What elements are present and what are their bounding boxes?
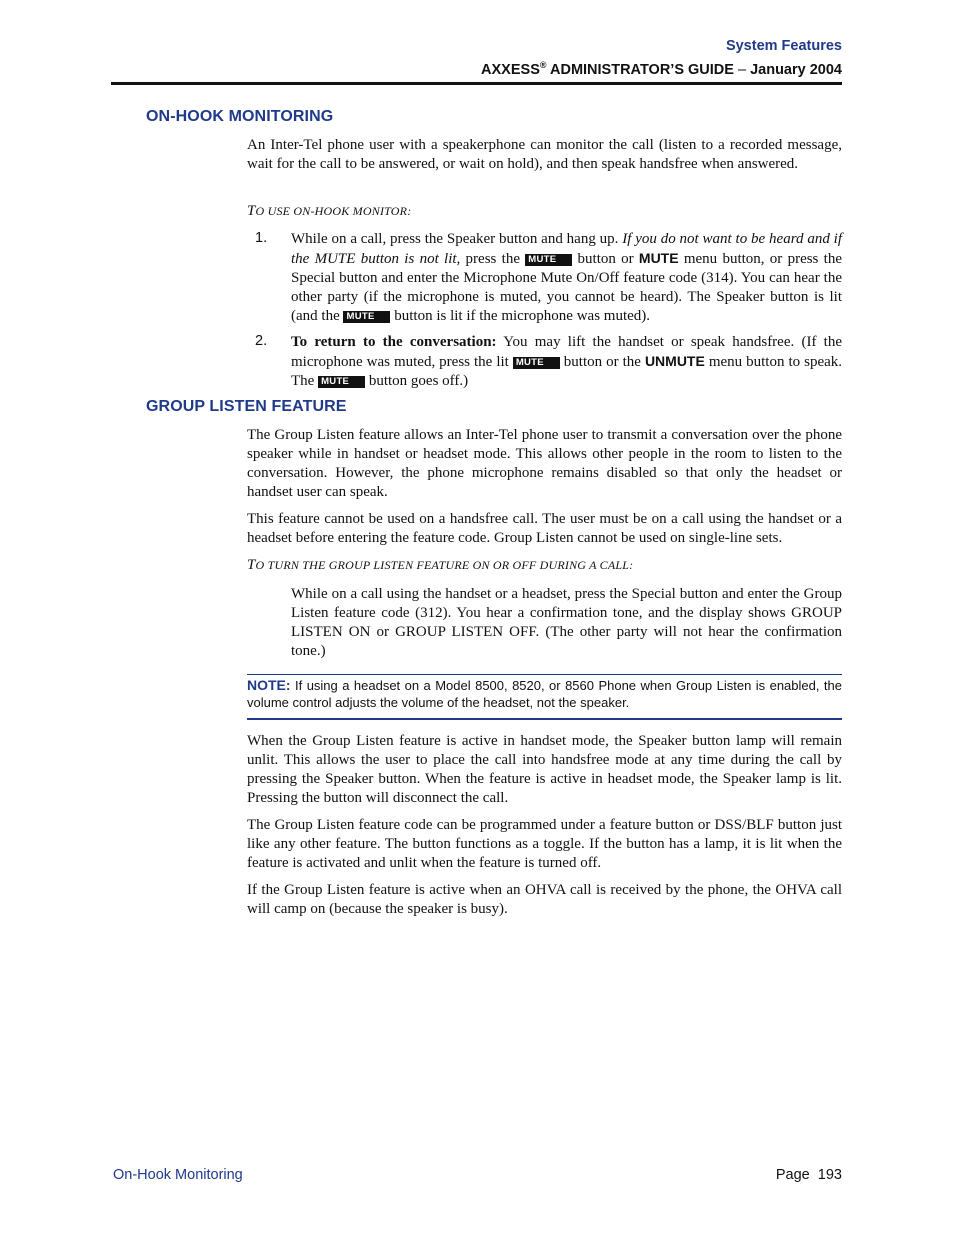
step-number: 2. (255, 333, 268, 349)
guide-dash: – (737, 61, 747, 78)
group-listen-p4: The Group Listen feature code can be programmed under a feature button or DSS/BLF button just like any other feature. The button functions as a toggle. If the button has a lamp, it is lit when the feature is activated and unlit when the feature is turned off. (247, 817, 842, 871)
registered-mark: ® (539, 60, 547, 70)
on-hook-procedure-title: TO USE ON-HOOK MONITOR: (247, 203, 412, 219)
group-listen-p3: When the Group Listen feature is active in handset mode, the Speaker button lamp will remain unlit. This allows the user to place the call into handsfree mode at any time during the call by pressing the Speaker button. When the feature is active in headset mode, the Speaker lamp is lit. Pressing the button will disconnect the call. (247, 733, 842, 806)
footer-section: On-Hook Monitoring (113, 1167, 243, 1183)
note-text: If using a headset on a Model 8500, 8520, or 8560 Phone when Group Listen is enabled, the volume control adjusts the volume of the headset, not the speaker. (247, 678, 842, 710)
group-listen-procedure-title: TO TURN THE GROUP LISTEN FEATURE ON OR OFF DURING A CALL: (247, 557, 634, 573)
step-text: To return to the conversation: You may lift the handset or speak handsfree. (If the microphone was muted, press the lit MUTE button or the UNMUTE menu button to speak. The MUTE button goes off.) (291, 334, 843, 389)
heading-group-listen-feature: GROUP LISTEN FEATURE (146, 398, 347, 415)
unmute-menu-label: UNMUTE (644, 353, 705, 369)
note-label: NOTE: (247, 677, 291, 693)
guide-title: ADMINISTRATOR’S GUIDE (546, 61, 738, 78)
heading-on-hook-monitoring: ON-HOOK MONITORING (146, 108, 334, 125)
step-number: 1. (255, 230, 268, 246)
guide-date: January 2004 (746, 61, 842, 78)
note-bottom-rule (247, 718, 842, 720)
mute-key-icon: MUTE (343, 311, 390, 323)
guide-product: AXXESS (481, 61, 540, 78)
mute-menu-label: MUTE (638, 250, 679, 266)
group-listen-step: While on a call using the handset or a headset, press the Special button and enter the Group Listen feature code (312). You hear a confirmation tone, and the display shows GROUP LISTEN ON or GROUP LISTEN OFF. (The other party will not hear the confirmation tone.) (291, 586, 842, 659)
mute-key-icon: MUTE (513, 357, 560, 369)
header-rule (111, 82, 842, 85)
note-box (247, 677, 842, 711)
group-listen-p5: If the Group Listen feature is active when an OHVA call is received by the phone, the OHVA call will camp on (because the speaker is busy). (247, 882, 842, 917)
note-top-rule (247, 674, 842, 675)
running-header-section: System Features (725, 38, 842, 54)
step-text: While on a call, press the Speaker button and hang up. If you do not want to be heard and if the MUTE button is not lit, press the MUTE button or MUTE menu button, or press the Special button and enter the Microphone Mute On/Off feature code (314). You can hear the other party (if the microphone is muted, you cannot be heard). The Speaker button is lit (and the MUTE button is lit if the microphone was muted). (291, 231, 842, 324)
mute-key-icon: MUTE (525, 254, 572, 266)
footer-page-number: Page 193 (775, 1167, 842, 1183)
mute-key-icon: MUTE (318, 376, 365, 388)
running-header-guide (481, 60, 842, 78)
group-listen-p1: The Group Listen feature allows an Inter-Tel phone user to transmit a conversation over the phone speaker while in handset or headset mode. This allows other people in the room to listen to the conversation. However, the phone microphone remains disabled so that only the headset or handset user can speak. (247, 427, 842, 500)
group-listen-p2: This feature cannot be used on a handsfree call. The user must be on a call using the handset or a headset before entering the feature code. Group Listen cannot be used on single-line sets. (247, 511, 842, 546)
on-hook-intro: An Inter-Tel phone user with a speakerphone can monitor the call (listen to a recorded message, wait for the call to be answered, or wait on hold), and then speak handsfree when answered. (247, 137, 842, 172)
